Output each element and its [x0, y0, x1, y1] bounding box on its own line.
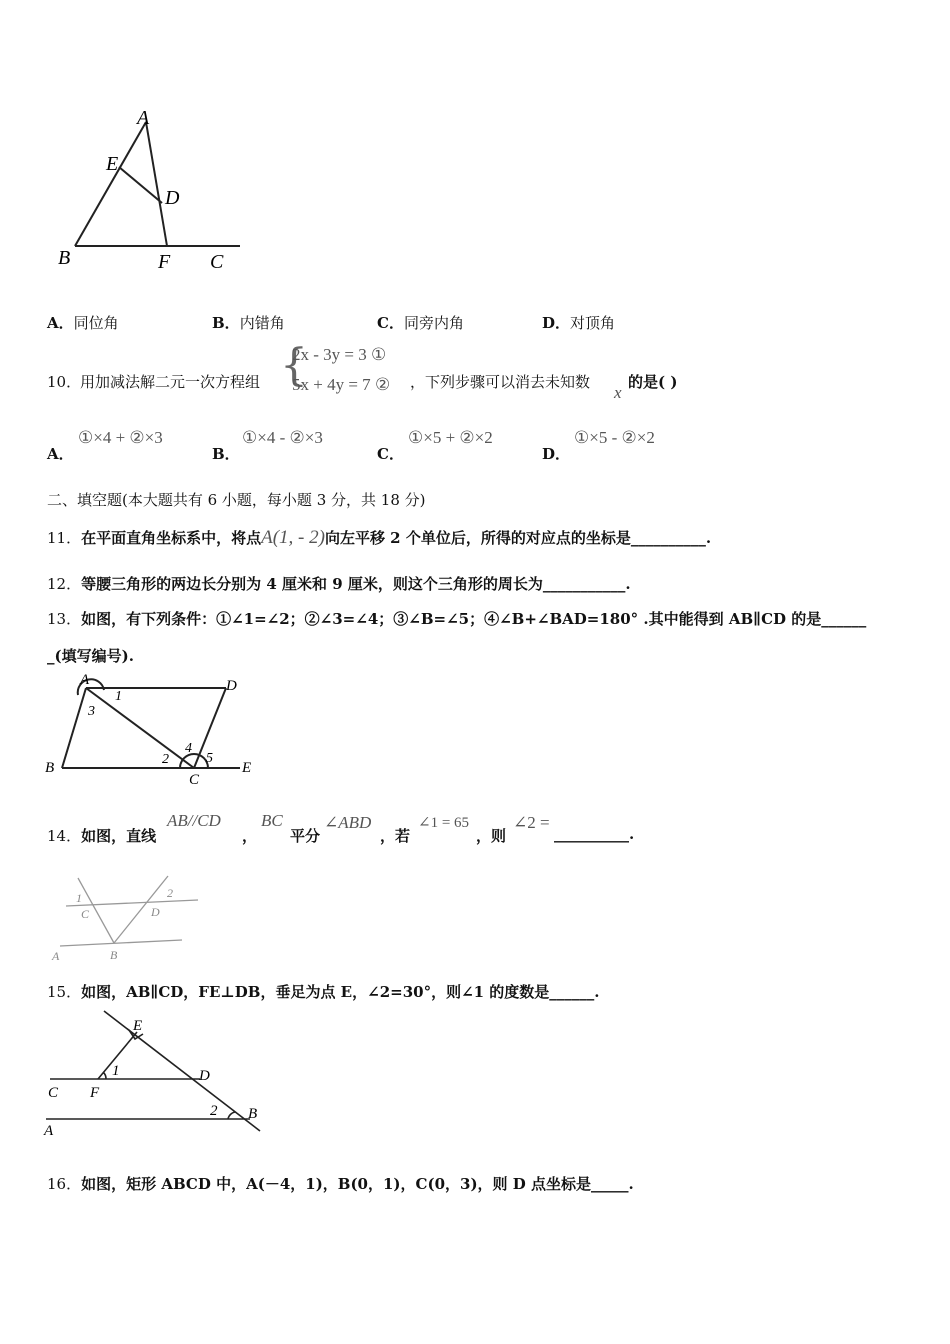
label-b: B	[110, 948, 118, 962]
q14-bisect: 平分	[290, 827, 321, 845]
segment-ab	[62, 688, 86, 768]
figure-perpendicular-q15	[40, 1005, 270, 1140]
q10-option-b-expr: ①×4 - ②×3	[242, 428, 323, 447]
angle-label-2: 2	[210, 1103, 218, 1119]
label-a: A	[52, 949, 60, 963]
label-d: D	[165, 187, 180, 209]
q12: 12．等腰三角形的两边长分别为 4 厘米和 9 厘米，则这个三角形的周长为___________.	[47, 575, 631, 593]
q14-if: ，若	[380, 827, 411, 845]
label-a: A	[80, 672, 90, 688]
angle-label-3: 3	[88, 704, 95, 719]
q10-option-c-letter: C．	[377, 445, 404, 463]
q14-math-angle-1: ∠1 = 65	[418, 815, 470, 831]
section-heading-fill-in: 二、填空题(本大题共有 6 小题，每小题 3 分，共 18 分)	[47, 491, 426, 509]
figure-parallel-lines-q14	[50, 870, 210, 965]
q9-option-d: D．对顶角	[542, 314, 616, 332]
segment-af	[146, 122, 167, 246]
figure-triangle-q9	[50, 100, 250, 280]
q10-option-a-expr: ①×4 + ②×3	[78, 428, 163, 447]
q11-point: A(1, - 2)	[261, 527, 325, 548]
q13-line-2: _(填写编号).	[47, 647, 134, 665]
label-d: D	[151, 905, 160, 919]
q10-equation-1: 2x - 3y = 3 ①	[292, 345, 387, 364]
q14-then: ，则	[476, 827, 507, 845]
label-c: C	[81, 907, 90, 921]
label-b: B	[45, 760, 55, 776]
angle-label-1: 1	[115, 689, 122, 704]
figure-parallelogram-q13	[40, 668, 270, 788]
q10-number: 10．	[47, 373, 82, 391]
label-c: C	[189, 772, 200, 788]
q9-option-b: B．内错角	[212, 314, 285, 332]
segment-ed	[119, 167, 162, 203]
angle-arc-2	[228, 1112, 235, 1119]
system-brace: {	[280, 340, 308, 391]
label-b: B	[248, 1106, 258, 1122]
q11: 11．在平面直角坐标系中，将点A(1, - 2)向左平移 2 个单位后，所得的对应点的坐标是__________.	[47, 527, 712, 548]
q10-option-b-letter: B．	[212, 445, 240, 463]
angle-label-2: 2	[167, 886, 173, 900]
q10-text-after: ，下列步骤可以消去未知数	[410, 373, 591, 391]
label-f: F	[90, 1085, 100, 1101]
q14-comma-1: ，	[242, 827, 258, 845]
q14-math-bc: BC	[261, 811, 283, 830]
q14-math-ab-cd: AB//CD	[167, 811, 221, 830]
angle-label-4: 4	[185, 741, 192, 756]
angle-label-5: 5	[206, 751, 213, 766]
line-db	[104, 1011, 260, 1131]
q9-option-c: C．同旁内角	[377, 314, 464, 332]
q10-option-c-expr: ①×5 + ②×2	[408, 428, 493, 447]
line-through-d	[114, 876, 168, 943]
label-b: B	[58, 247, 71, 269]
label-d: D	[199, 1068, 210, 1084]
label-a: A	[44, 1123, 54, 1139]
q10-option-a-letter: A．	[47, 445, 74, 463]
label-d: D	[226, 678, 237, 694]
angle-label-1: 1	[112, 1063, 120, 1079]
q14: 14．如图，直线	[47, 827, 157, 845]
q14-blank: __________.	[554, 825, 635, 843]
label-c: C	[48, 1085, 59, 1101]
q13-line-1: 13．如图，有下列条件：①∠1=∠2；②∠3=∠4；③∠B=∠5；④∠B+∠BAD=180° .其中能得到 AB∥CD 的是______	[47, 610, 867, 628]
line-cd	[66, 900, 198, 906]
label-e: E	[106, 153, 119, 175]
segment-ac	[86, 688, 194, 768]
angle-label-1: 1	[76, 891, 82, 905]
q16: 16．如图，矩形 ABCD 中，A(－4，1)，B(0，1)，C(0，3)，则 D 点坐标是_____.	[47, 1175, 634, 1193]
label-e: E	[133, 1018, 143, 1034]
line-ab	[60, 940, 182, 946]
q10-equation-2: 5x + 4y = 7 ②	[292, 375, 391, 394]
q10-variable: x	[614, 383, 622, 402]
label-c: C	[210, 251, 224, 273]
angle-arc-1	[103, 1072, 106, 1079]
label-e: E	[242, 760, 252, 776]
segment-ba	[75, 122, 146, 246]
label-f: F	[158, 251, 171, 273]
q9-option-a: A．同位角	[47, 314, 119, 332]
q10-text-before: 用加减法解二元一次方程组	[80, 373, 261, 391]
q10-option-d-letter: D．	[542, 445, 571, 463]
q15: 15．如图，AB∥CD，FE⊥DB，垂足为点 E，∠2=30°，则∠1 的度数是______.	[47, 983, 600, 1001]
q14-math-angle-abd: ∠ABD	[324, 813, 372, 832]
q14-math-angle-2: ∠2 =	[513, 813, 550, 832]
q10-option-d-expr: ①×5 - ②×2	[574, 428, 655, 447]
angle-label-2: 2	[162, 752, 169, 767]
q10-text-end: 的是( )	[628, 373, 678, 391]
label-a: A	[137, 107, 150, 129]
